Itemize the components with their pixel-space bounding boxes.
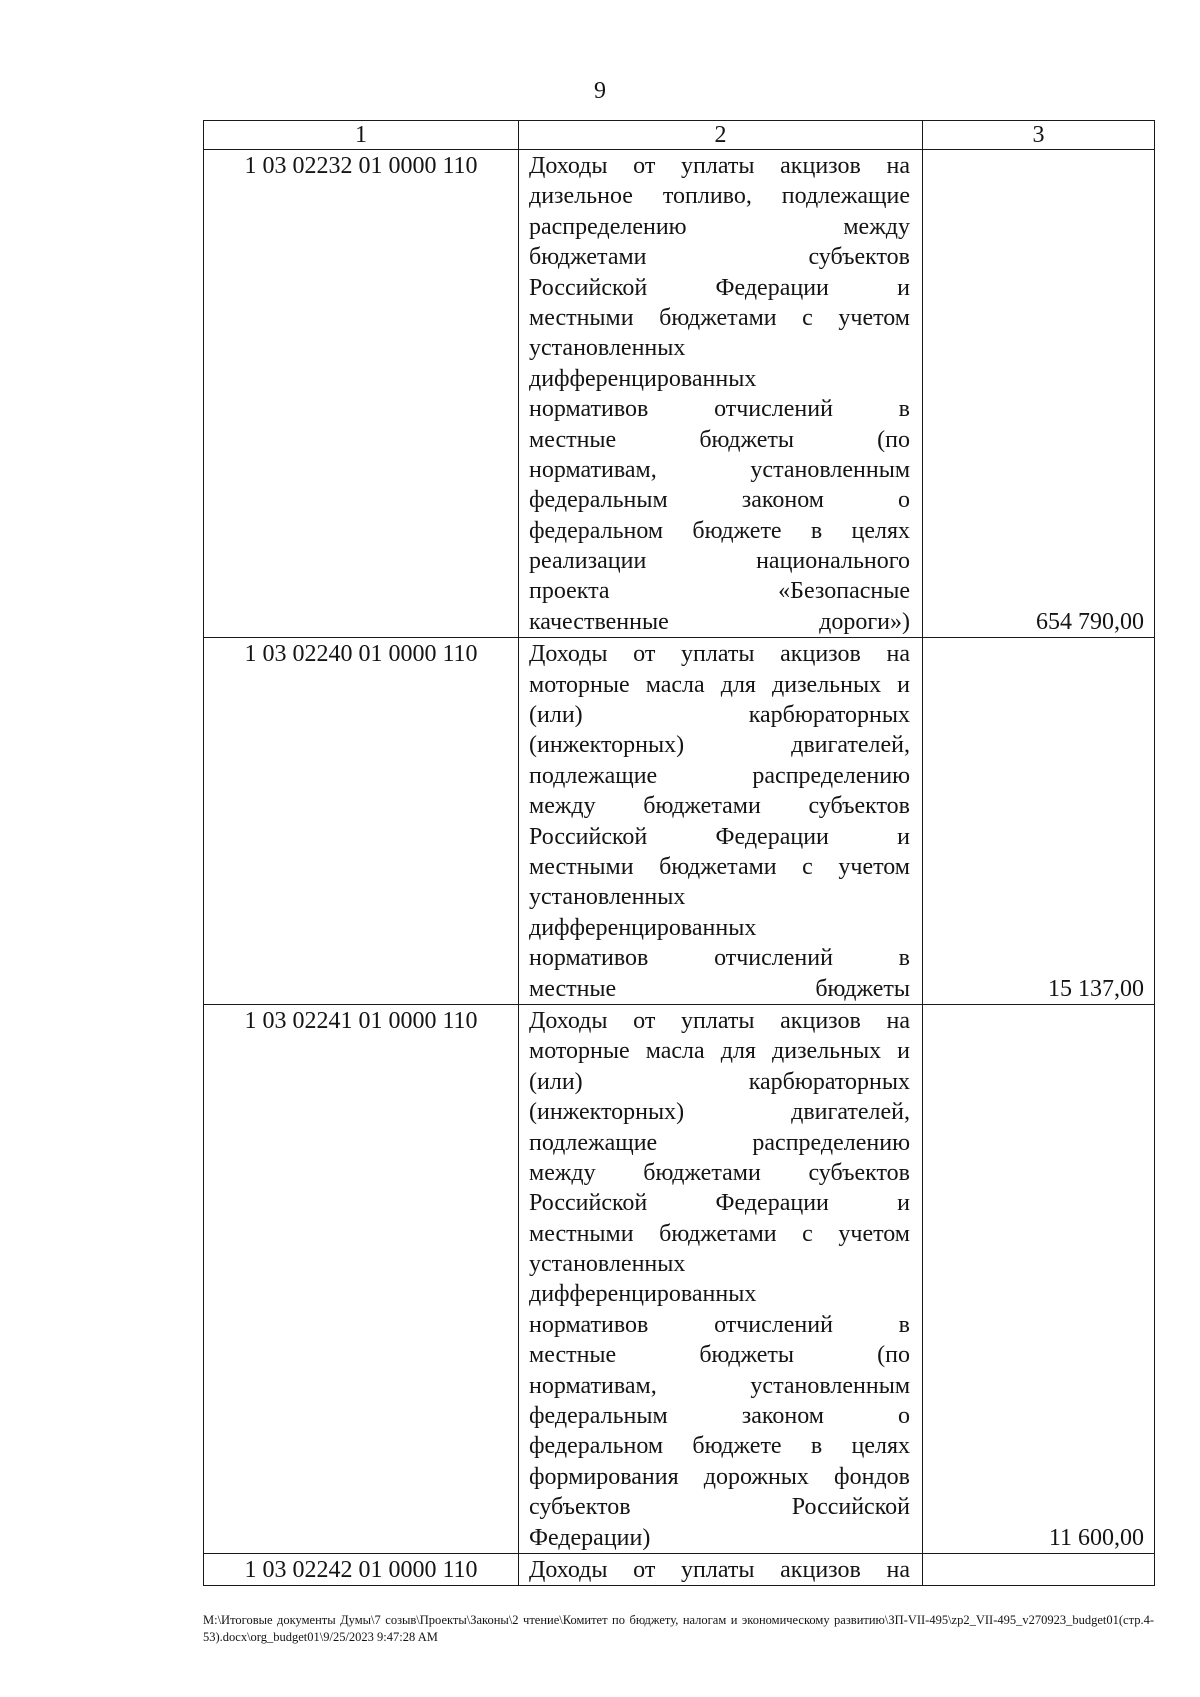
table-row	[204, 1553, 1155, 1585]
description-line: местными бюджетами с учетом	[529, 304, 910, 331]
description-line: установленных	[529, 335, 686, 362]
description-line: местные бюджеты (по	[529, 426, 910, 453]
description-line: нормативов отчислений в	[529, 1311, 910, 1338]
description-line: Федерации)	[529, 1524, 651, 1551]
budget-income-table	[203, 120, 1155, 1586]
description-line: подлежащие распределению	[529, 1129, 910, 1156]
description-line: подлежащие распределению	[529, 762, 910, 789]
income-code-cell: 1 03 02232 01 0000 110	[204, 150, 519, 638]
income-code-cell: 1 03 02242 01 0000 110	[204, 1553, 519, 1585]
income-code-cell: 1 03 02241 01 0000 110	[204, 1004, 519, 1553]
description-line: установленных	[529, 884, 686, 911]
description-line: местные бюджеты (по	[529, 1342, 910, 1369]
amount-cell	[923, 1553, 1155, 1585]
income-description-cell	[519, 638, 923, 1005]
description-line: распределению между	[529, 213, 910, 240]
description-line: Доходы от уплаты акцизов на	[529, 153, 910, 179]
description-line: субъектов Российской	[529, 1494, 910, 1521]
description-line: между бюджетами субъектов	[529, 793, 910, 820]
column-header-amount: 3	[923, 121, 1155, 150]
description-line: нормативам, установленным	[529, 1372, 910, 1399]
column-header-description: 2	[519, 121, 923, 150]
description-line: (инжекторных) двигателей,	[529, 1099, 910, 1126]
amount-cell: 11 600,00	[923, 1004, 1155, 1553]
income-description-cell	[519, 1553, 923, 1585]
description-line: дифференцированных	[529, 365, 757, 392]
description-line: Российской Федерации и	[529, 1190, 910, 1217]
description-line: федеральном бюджете в целях	[529, 1433, 910, 1460]
description-line: проекта «Безопасные	[529, 578, 910, 605]
table-row	[204, 150, 1155, 638]
description-line: реализации национального	[529, 548, 910, 575]
description-line: федеральным законом о	[529, 487, 910, 514]
footer-file-path: M:\Итоговые документы Думы\7 созыв\Проекты\Законы\2 чтение\Комитет по бюджету, налогам и экономическому развитию\ЗП-VII-495\zp2_VII-495_v270923_budget01(стр.4-53).docx\org_budget01\9/25/2023 9:47:28 AM	[203, 1613, 1154, 1644]
description-line: (инжекторных) двигателей,	[529, 732, 910, 759]
description-line: установленных	[529, 1251, 686, 1278]
description-line: качественные дороги»)	[529, 608, 910, 635]
amount-cell: 654 790,00	[923, 150, 1155, 638]
description-line: нормативов отчислений в	[529, 396, 910, 423]
description-line: бюджетами субъектов	[529, 244, 910, 271]
description-line: между бюджетами субъектов	[529, 1159, 910, 1186]
description-line: дифференцированных	[529, 914, 757, 941]
description-line: нормативам, установленным	[529, 456, 910, 483]
description-line: Российской Федерации и	[529, 274, 910, 301]
table-row	[204, 1004, 1155, 1553]
income-description-cell	[519, 1004, 923, 1553]
description-line: Российской Федерации и	[529, 823, 910, 850]
table-row	[204, 638, 1155, 1005]
description-line: федеральным законом о	[529, 1403, 910, 1430]
description-line: Доходы от уплаты акцизов на	[529, 1556, 910, 1583]
amount-cell: 15 137,00	[923, 638, 1155, 1005]
description-line: местные бюджеты	[529, 975, 910, 1002]
page-number: 9	[594, 78, 606, 104]
description-line: Доходы от уплаты акцизов на	[529, 1007, 910, 1034]
income-code-cell: 1 03 02240 01 0000 110	[204, 638, 519, 1005]
description-line: нормативов отчислений в	[529, 945, 910, 972]
description-line: моторные масла для дизельных и	[529, 671, 910, 698]
description-line: Доходы от уплаты акцизов на	[529, 641, 910, 668]
description-line: формирования дорожных фондов	[529, 1463, 910, 1490]
table-header-row	[204, 121, 1155, 150]
column-header-code: 1	[204, 121, 519, 150]
description-line: местными бюджетами с учетом	[529, 1220, 910, 1247]
description-line: (или) карбюраторных	[529, 702, 910, 729]
description-line: (или) карбюраторных	[529, 1068, 910, 1095]
description-line: федеральном бюджете в целях	[529, 517, 910, 544]
income-description-cell	[519, 150, 923, 638]
description-line: дизельное топливо, подлежащие	[529, 183, 910, 210]
description-line: моторные масла для дизельных и	[529, 1038, 910, 1065]
description-line: местными бюджетами с учетом	[529, 853, 910, 880]
description-line: дифференцированных	[529, 1281, 757, 1308]
